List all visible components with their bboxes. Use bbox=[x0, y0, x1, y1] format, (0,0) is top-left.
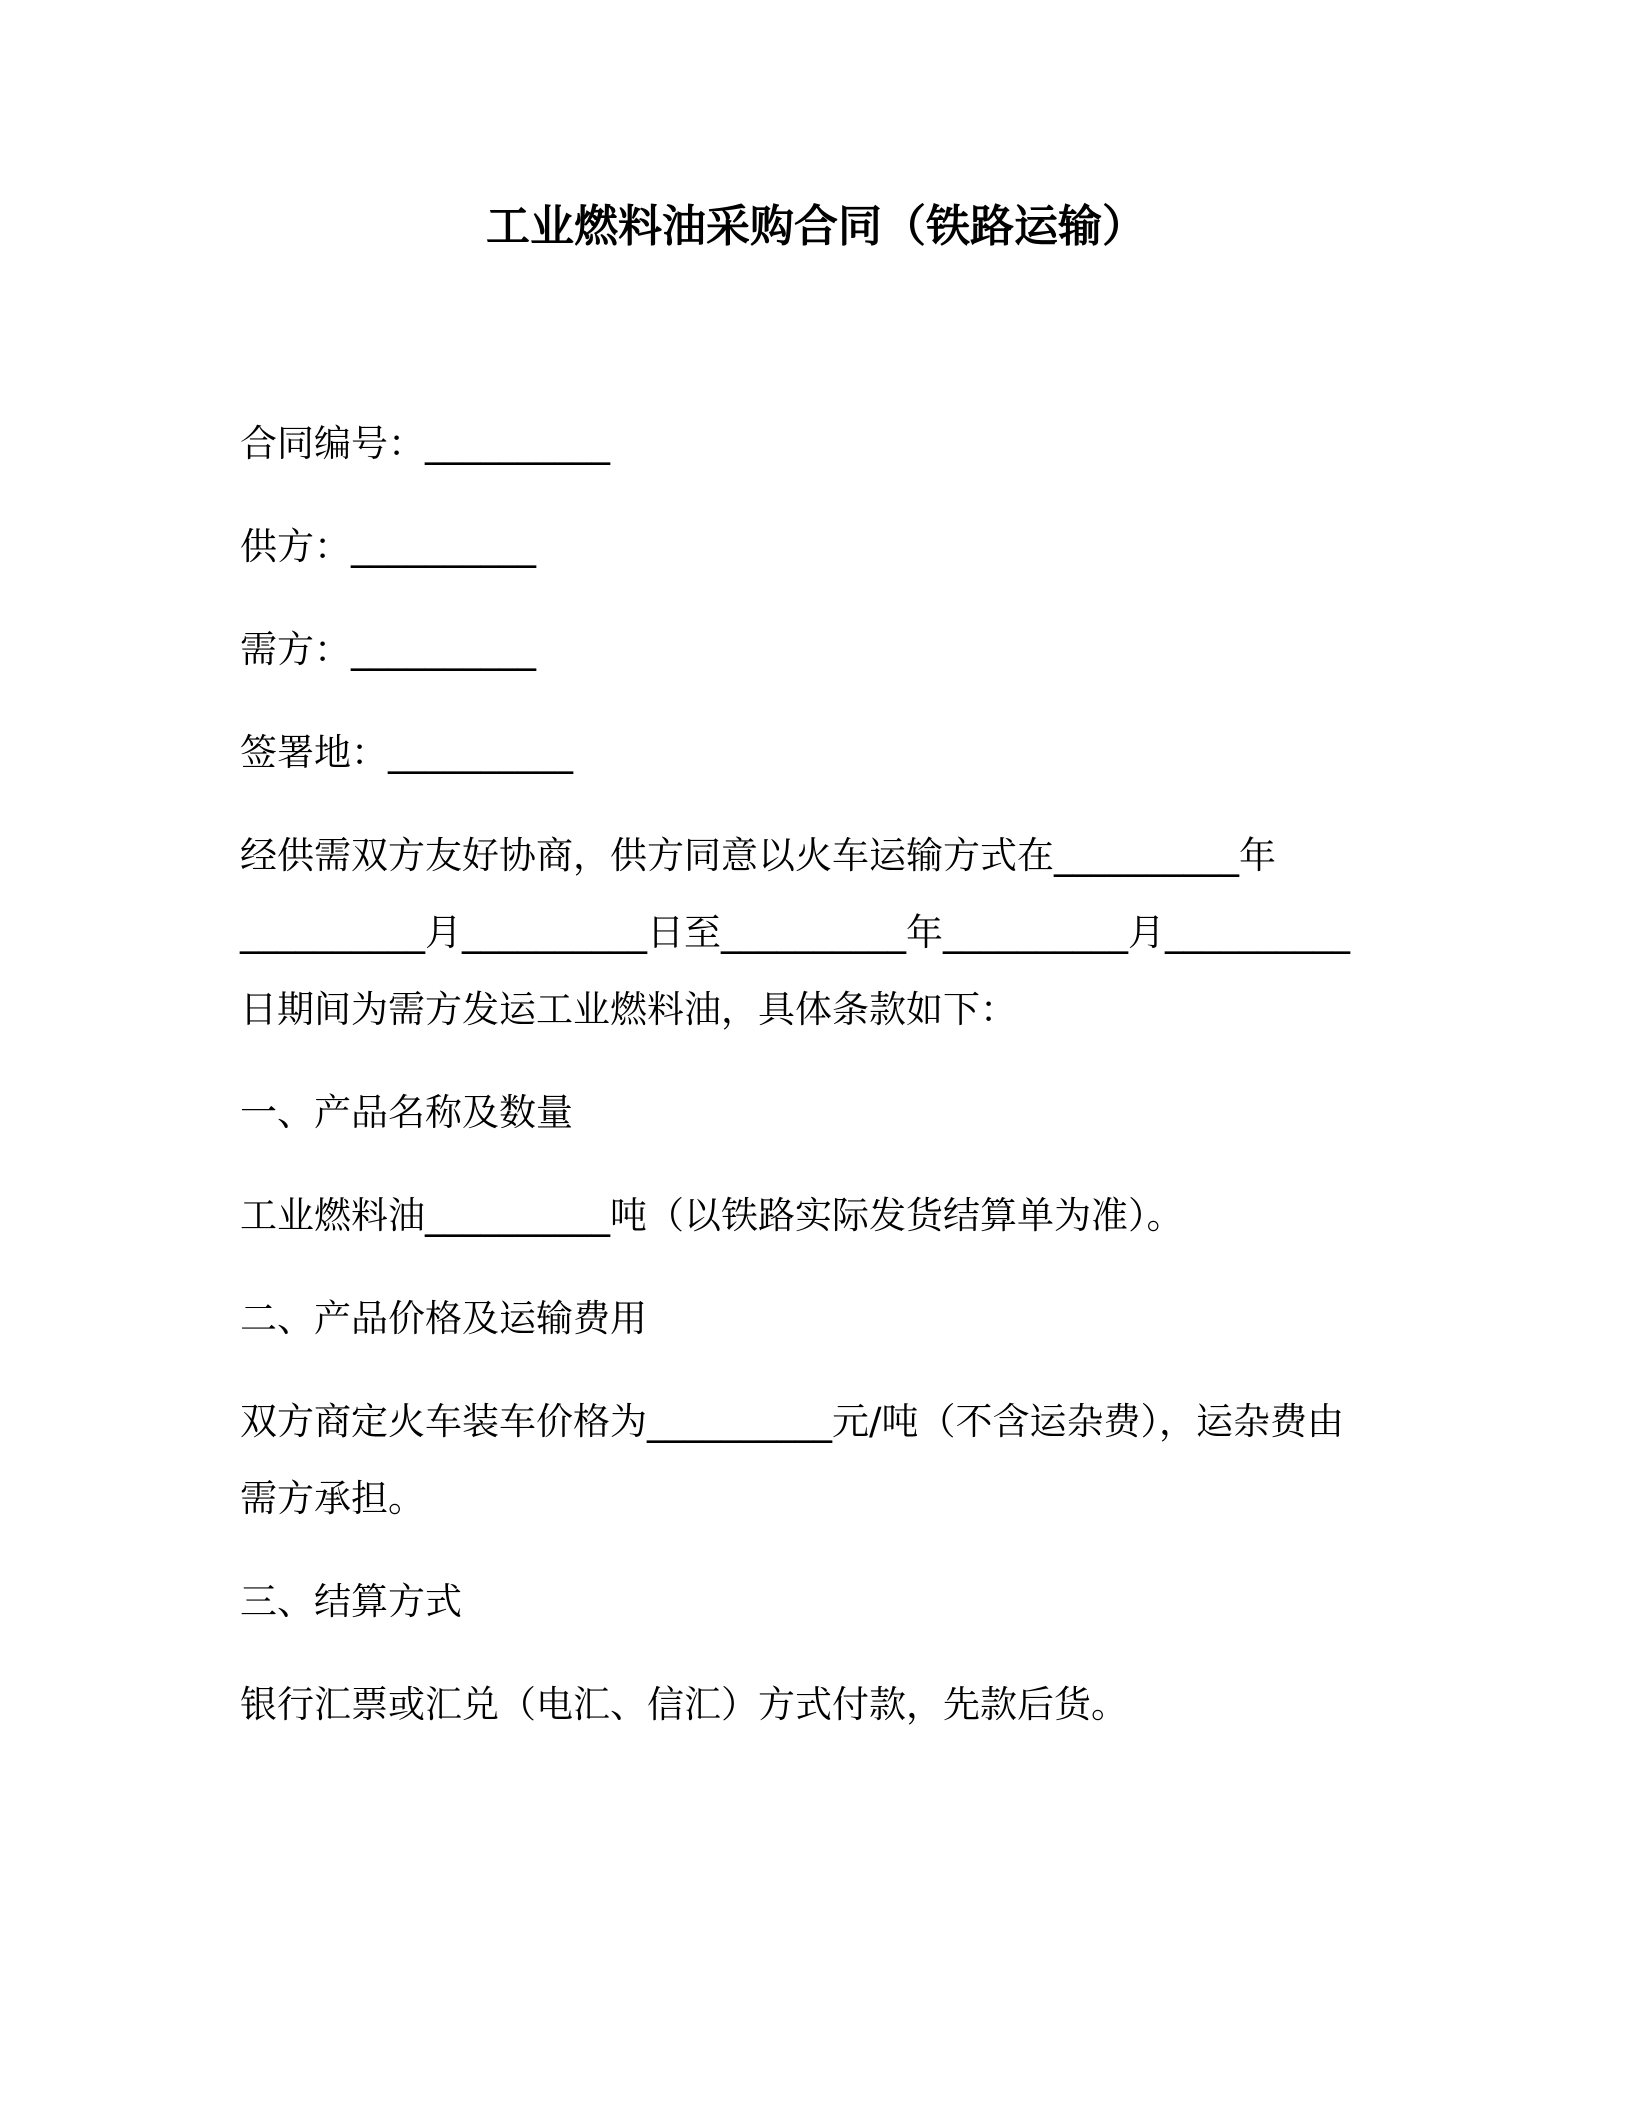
buyer-blank: __________ bbox=[351, 628, 536, 671]
intro-line: 经供需双方友好协商，供方同意以火车运输方式在__________年 bbox=[240, 834, 1276, 877]
signing-place-blank: __________ bbox=[388, 731, 573, 774]
intro-line: __________月__________日至__________年__________月__________ bbox=[240, 911, 1350, 954]
buyer-field bbox=[240, 611, 1392, 688]
contract-number-blank: __________ bbox=[425, 422, 610, 465]
section-body-settlement bbox=[240, 1666, 1392, 1743]
signing-place-field bbox=[240, 714, 1392, 791]
section-heading-settlement: 三、结算方式 bbox=[240, 1580, 462, 1623]
signing-place-label: 签署地： bbox=[240, 731, 388, 774]
contract-number-field bbox=[240, 405, 1392, 482]
section-body-line: 双方商定火车装车价格为__________元/吨（不含运杂费），运杂费由 bbox=[240, 1400, 1344, 1443]
supplier-blank: __________ bbox=[351, 525, 536, 568]
section-heading-product: 一、产品名称及数量 bbox=[240, 1091, 573, 1134]
document-body bbox=[240, 405, 1392, 1769]
section-body-line: 工业燃料油__________吨（以铁路实际发货结算单为准）。 bbox=[240, 1194, 1184, 1237]
supplier-label: 供方： bbox=[240, 525, 351, 568]
contract-number-label: 合同编号： bbox=[240, 422, 425, 465]
section-body-price bbox=[240, 1383, 1392, 1537]
section-body-line: 银行汇票或汇兑（电汇、信汇）方式付款，先款后货。 bbox=[240, 1683, 1128, 1726]
section-heading-price: 二、产品价格及运输费用 bbox=[240, 1297, 647, 1340]
buyer-label: 需方： bbox=[240, 628, 351, 671]
intro-line: 日期间为需方发运工业燃料油，具体条款如下： bbox=[240, 988, 1017, 1031]
section-body-product bbox=[240, 1177, 1392, 1254]
section-body-line: 需方承担。 bbox=[240, 1477, 425, 1520]
supplier-field bbox=[240, 508, 1392, 585]
document-title: 工业燃料油采购合同（铁路运输） bbox=[486, 201, 1146, 252]
intro-paragraph bbox=[240, 817, 1392, 1048]
